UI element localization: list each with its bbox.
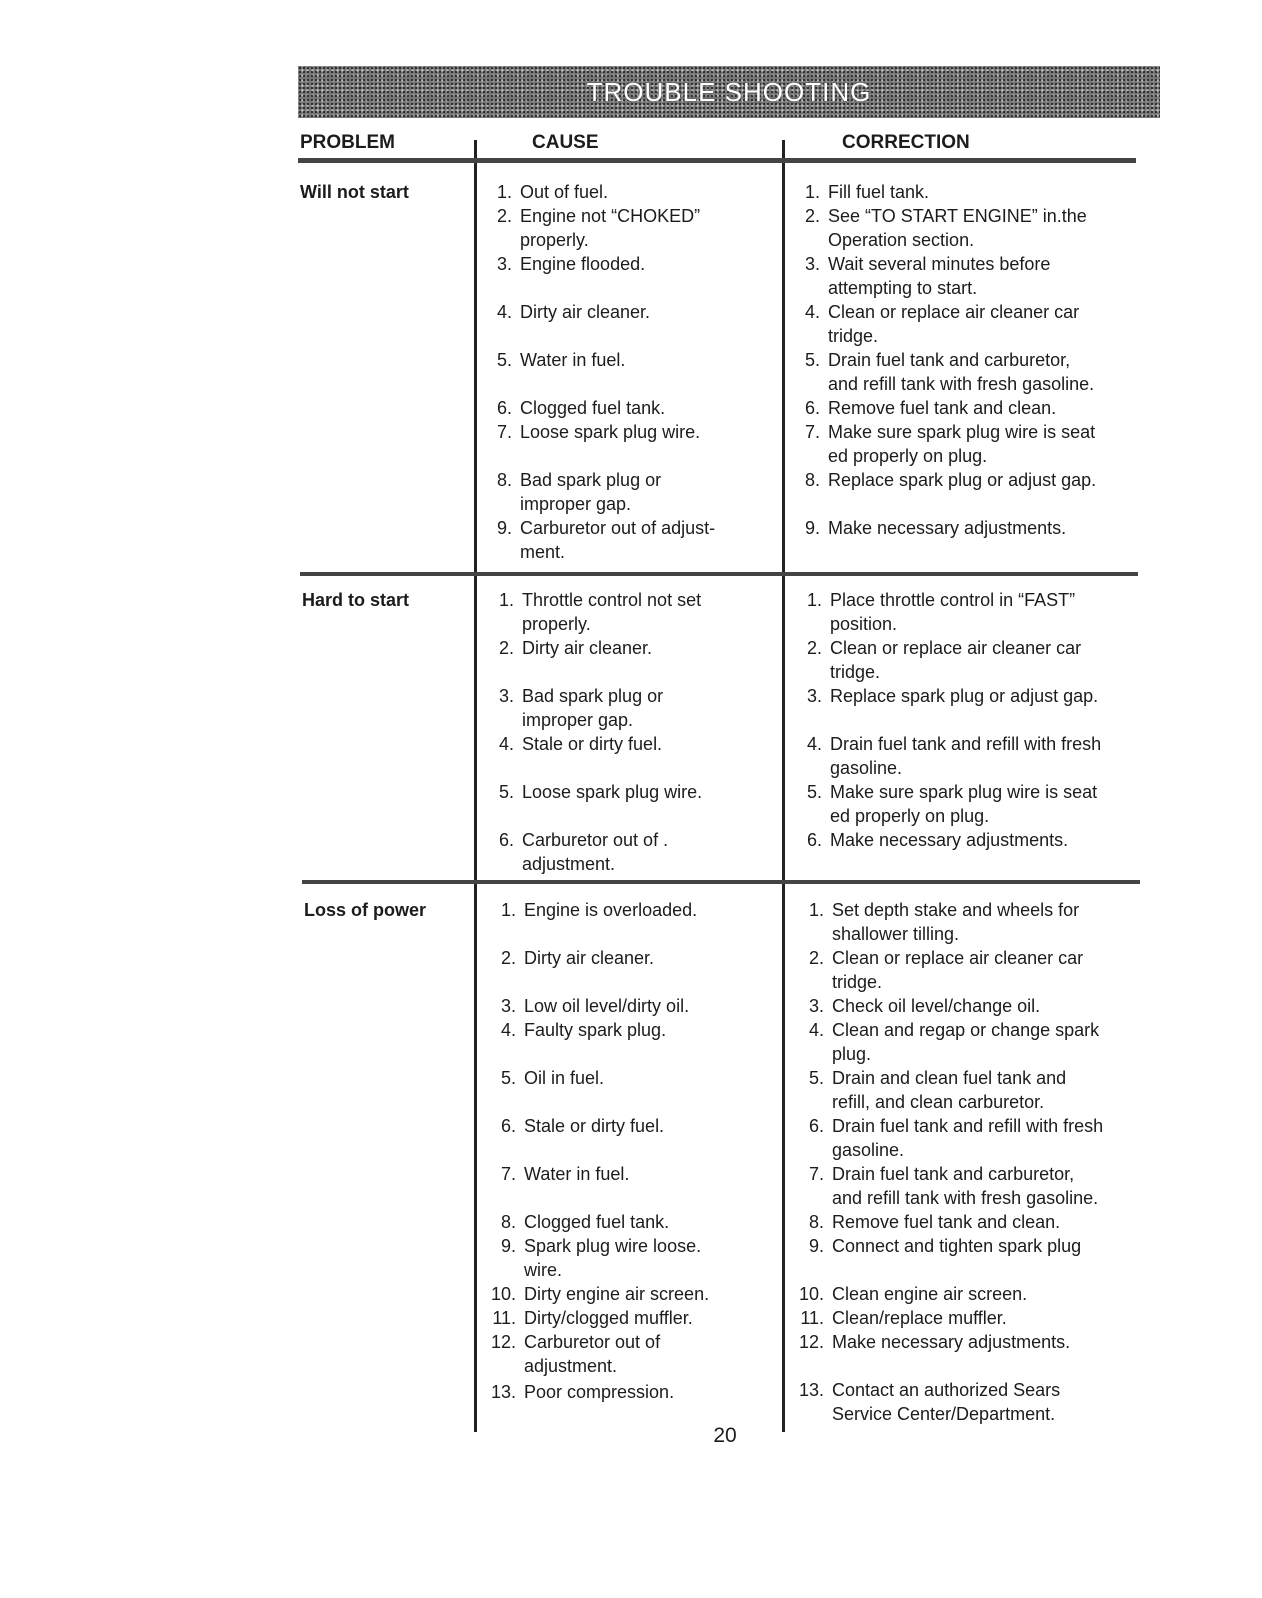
item-number: 9.: [500, 1236, 516, 1256]
correction-item: [792, 1066, 1066, 1114]
item-number: 7.: [804, 422, 820, 442]
item-text: See “TO START ENGINE” in.the Operation section.: [828, 206, 1087, 250]
correction-item: [790, 588, 1075, 636]
header-cause: CAUSE: [532, 132, 599, 153]
item-number: 5.: [806, 782, 822, 802]
item-number: 5.: [496, 350, 512, 370]
section-rule: [302, 880, 1140, 884]
item-number: 2.: [496, 206, 512, 226]
cause-item: [484, 946, 654, 970]
cause-item: [480, 204, 700, 252]
cause-item: [484, 1162, 629, 1186]
cause-item: [484, 1066, 604, 1090]
item-number: 9.: [496, 518, 512, 538]
correction-item: [790, 828, 1068, 852]
item-text: Dirty air cleaner.: [520, 302, 651, 322]
item-text: Engine flooded.: [520, 254, 646, 274]
item-text: Check oil level/change oil.: [832, 996, 1041, 1016]
item-number: 5.: [500, 1068, 516, 1088]
item-number: 3.: [806, 686, 822, 706]
item-text: Contact an authorized Sears Service Center/Department.: [832, 1380, 1061, 1424]
item-text: Make necessary adjustments.: [832, 1332, 1071, 1352]
correction-item: [788, 420, 1095, 468]
cause-item: [482, 588, 701, 636]
item-text: Carburetor out of adjustment.: [524, 1332, 661, 1376]
item-text: Make sure spark plug wire is seat ed properly on plug.: [828, 422, 1096, 466]
divider-correction: [782, 140, 785, 1432]
item-text: Dirty engine air screen.: [524, 1284, 710, 1304]
item-text: Throttle control not set properly.: [522, 590, 702, 634]
correction-item: [792, 1306, 1007, 1330]
item-text: Clean or replace air cleaner car tridge.: [830, 638, 1082, 682]
item-number: 3.: [808, 996, 824, 1016]
item-text: Connect and tighten spark plug: [832, 1236, 1082, 1256]
item-number: 12.: [798, 1332, 824, 1352]
item-number: 1.: [500, 900, 516, 920]
correction-item: [790, 636, 1081, 684]
correction-item: [788, 516, 1066, 540]
item-number: 1.: [806, 590, 822, 610]
cause-item: [484, 1018, 666, 1042]
item-number: 12.: [490, 1332, 516, 1352]
item-number: 6.: [804, 398, 820, 418]
cause-item: [480, 396, 665, 420]
item-text: Wait several minutes before attempting to start.: [828, 254, 1051, 298]
section-rule: [300, 572, 1138, 576]
item-text: Bad spark plug or improper gap.: [520, 470, 662, 514]
item-number: 2.: [498, 638, 514, 658]
item-text: Drain fuel tank and carburetor, and refill tank with fresh gasoline.: [828, 350, 1095, 394]
problem-label: Loss of power: [304, 900, 427, 920]
item-text: Bad spark plug or improper gap.: [522, 686, 664, 730]
item-text: Carburetor out of adjust- ment.: [520, 518, 716, 562]
item-text: Clogged fuel tank.: [520, 398, 666, 418]
item-text: Clean and regap or change spark plug.: [832, 1020, 1100, 1064]
cause-item: [480, 300, 650, 324]
item-number: 7.: [808, 1164, 824, 1184]
item-text: Place throttle control in “FAST” position.: [830, 590, 1076, 634]
header-problem: PROBLEM: [300, 132, 395, 153]
item-number: 11.: [800, 1308, 824, 1328]
item-text: Engine is overloaded.: [524, 900, 698, 920]
item-text: Replace spark plug or adjust gap.: [828, 470, 1097, 490]
cause-item: [480, 420, 700, 444]
item-number: 10.: [490, 1284, 516, 1304]
item-number: 8.: [804, 470, 820, 490]
correction-item: [792, 1210, 1060, 1234]
item-number: 5.: [498, 782, 514, 802]
cause-item: [484, 1234, 701, 1282]
correction-item: [790, 732, 1101, 780]
item-text: Oil in fuel.: [524, 1068, 605, 1088]
correction-item: [792, 1282, 1027, 1306]
item-text: Fill fuel tank.: [828, 182, 930, 202]
cause-item: [482, 636, 652, 660]
item-number: 7.: [500, 1164, 516, 1184]
item-text: Drain and clean fuel tank and refill, and clean carburetor.: [832, 1068, 1067, 1112]
item-number: 1.: [804, 182, 820, 202]
item-text: Replace spark plug or adjust gap.: [830, 686, 1099, 706]
correction-item: [792, 1162, 1098, 1210]
correction-item: [792, 1018, 1099, 1066]
correction-item: [788, 468, 1096, 492]
item-number: 4.: [808, 1020, 824, 1040]
cause-item: [484, 1210, 669, 1234]
cause-item: [484, 1114, 664, 1138]
item-number: 3.: [496, 254, 512, 274]
item-number: 1.: [498, 590, 514, 610]
correction-item: [790, 684, 1098, 708]
correction-item: [792, 946, 1083, 994]
item-text: Make necessary adjustments.: [830, 830, 1069, 850]
item-number: 3.: [500, 996, 516, 1016]
item-text: Clean/replace muffler.: [832, 1308, 1007, 1328]
item-number: 5.: [804, 350, 820, 370]
item-number: 2.: [500, 948, 516, 968]
item-text: Stale or dirty fuel.: [524, 1116, 665, 1136]
item-text: Remove fuel tank and clean.: [832, 1212, 1061, 1232]
item-text: Out of fuel.: [520, 182, 609, 202]
correction-item: [790, 780, 1097, 828]
item-number: 11.: [492, 1308, 516, 1328]
cause-item: [480, 180, 608, 204]
item-number: 3.: [498, 686, 514, 706]
item-text: Engine not “CHOKED” properly.: [520, 206, 701, 250]
item-number: 4.: [806, 734, 822, 754]
item-text: Clean engine air screen.: [832, 1284, 1028, 1304]
item-text: Make sure spark plug wire is seat ed properly on plug.: [830, 782, 1098, 826]
item-text: Stale or dirty fuel.: [522, 734, 663, 754]
problem-label: Will not start: [300, 182, 409, 202]
cause-item: [482, 780, 702, 804]
correction-item: [788, 252, 1050, 300]
divider-cause: [474, 140, 477, 1432]
item-text: Carburetor out of . adjustment.: [522, 830, 669, 874]
cause-item: [484, 1380, 674, 1404]
item-number: 6.: [500, 1116, 516, 1136]
cause-item: [484, 994, 689, 1018]
item-number: 8.: [496, 470, 512, 490]
correction-item: [788, 396, 1056, 420]
cause-item: [484, 1306, 693, 1330]
correction-item: [788, 348, 1094, 396]
item-text: Water in fuel.: [520, 350, 626, 370]
item-number: 2.: [804, 206, 820, 226]
correction-item: [792, 1378, 1060, 1426]
item-text: Loose spark plug wire.: [520, 422, 701, 442]
item-number: 8.: [808, 1212, 824, 1232]
cause-item: [480, 468, 661, 516]
cause-item: [484, 1330, 660, 1378]
item-text: Faulty spark plug.: [524, 1020, 667, 1040]
item-number: 13.: [490, 1382, 516, 1402]
correction-item: [792, 898, 1079, 946]
problem-label: Hard to start: [302, 590, 410, 610]
item-number: 1.: [808, 900, 824, 920]
item-number: 5.: [808, 1068, 824, 1088]
correction-item: [792, 1114, 1103, 1162]
cause-item: [480, 348, 625, 372]
item-number: 2.: [806, 638, 822, 658]
item-text: Drain fuel tank and carburetor, and refill tank with fresh gasoline.: [832, 1164, 1099, 1208]
correction-item: [792, 1330, 1070, 1354]
item-number: 10.: [798, 1284, 824, 1304]
item-text: Clogged fuel tank.: [524, 1212, 670, 1232]
cause-item: [482, 684, 663, 732]
correction-item: [788, 204, 1087, 252]
page-title: TROUBLE SHOOTING: [586, 76, 872, 107]
item-text: Drain fuel tank and refill with fresh gasoline.: [830, 734, 1102, 778]
correction-item: [788, 180, 929, 204]
item-text: Low oil level/dirty oil.: [524, 996, 690, 1016]
item-number: 7.: [496, 422, 512, 442]
item-number: 6.: [498, 830, 514, 850]
page-number: 20: [713, 1424, 737, 1447]
item-number: 9.: [804, 518, 820, 538]
item-text: Dirty air cleaner.: [522, 638, 653, 658]
item-number: 6.: [806, 830, 822, 850]
cause-item: [484, 898, 697, 922]
item-text: Clean or replace air cleaner car tridge.: [832, 948, 1084, 992]
item-text: Make necessary adjustments.: [828, 518, 1067, 538]
item-number: 13.: [798, 1380, 824, 1400]
correction-item: [792, 1234, 1081, 1258]
item-number: 2.: [808, 948, 824, 968]
correction-item: [792, 994, 1040, 1018]
correction-item: [788, 300, 1079, 348]
item-number: 4.: [804, 302, 820, 322]
item-text: Loose spark plug wire.: [522, 782, 703, 802]
cause-item: [484, 1282, 709, 1306]
item-text: Set depth stake and wheels for shallower tilling.: [832, 900, 1080, 944]
item-text: Dirty air cleaner.: [524, 948, 655, 968]
item-number: 4.: [500, 1020, 516, 1040]
item-text: Dirty/clogged muffler.: [524, 1308, 693, 1328]
item-text: Water in fuel.: [524, 1164, 630, 1184]
item-text: Remove fuel tank and clean.: [828, 398, 1057, 418]
item-text: Spark plug wire loose. wire.: [524, 1236, 702, 1280]
item-number: 4.: [496, 302, 512, 322]
cause-item: [482, 732, 662, 756]
cause-item: [482, 828, 668, 876]
item-text: Poor compression.: [524, 1382, 675, 1402]
cause-item: [480, 516, 715, 564]
item-text: Drain fuel tank and refill with fresh gasoline.: [832, 1116, 1104, 1160]
header-rule: [298, 158, 1136, 163]
item-text: Clean or replace air cleaner car tridge.: [828, 302, 1080, 346]
item-number: 6.: [496, 398, 512, 418]
item-number: 4.: [498, 734, 514, 754]
item-number: 1.: [496, 182, 512, 202]
item-number: 8.: [500, 1212, 516, 1232]
item-number: 3.: [804, 254, 820, 274]
header-correction: CORRECTION: [842, 132, 970, 153]
cause-item: [480, 252, 645, 276]
item-number: 9.: [808, 1236, 824, 1256]
item-number: 6.: [808, 1116, 824, 1136]
title-banner: [298, 66, 1160, 118]
